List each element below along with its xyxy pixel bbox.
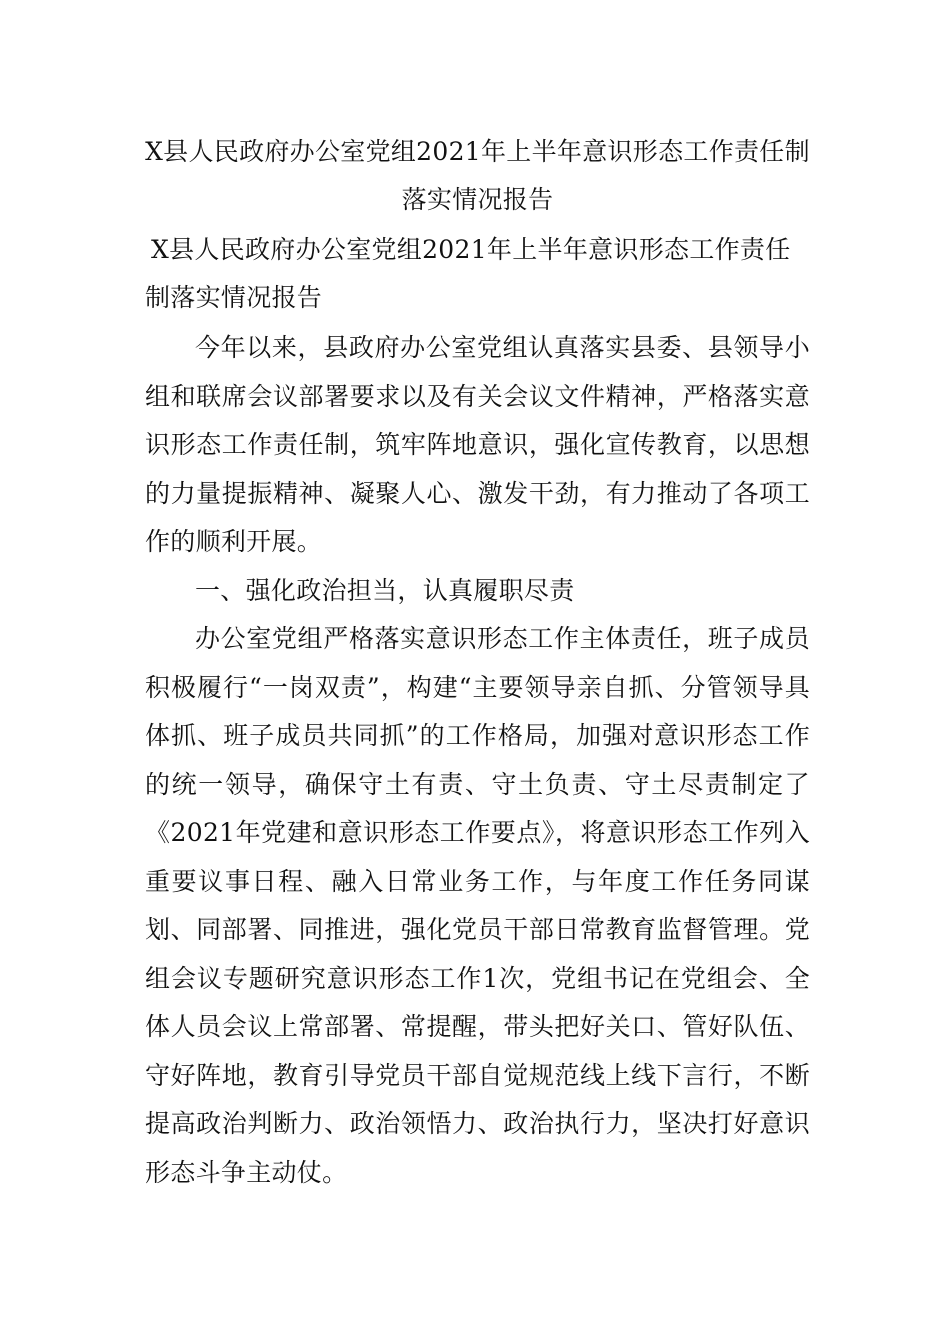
intro-paragraph: 今年以来，县政府办公室党组认真落实县委、县领导小组和联席会议部署要求以及有关会议文件精神，严格落实意识形态工作责任制，筑牢阵地意识，强化宣传教育，以思想的力量提振精神、凝聚人心、激发干劲，有力推动了各项工作的顺利开展。 (145, 333, 810, 556)
section-1-heading: 一、强化政治担当，认真履职尽责 (195, 575, 575, 605)
document-content (145, 128, 810, 1197)
section-1-paragraph: 办公室党组严格落实意识形态工作主体责任，班子成员积极履行“一岗双责”，构建“主要领导亲自抓、分管领导具体抓、班子成员共同抓”的工作格局，加强对意识形态工作的统一领导，确保守土有责、守土负责、守土尽责制定了《2021年党建和意识形态工作要点》，将意识形态工作列入重要议事日程、融入日常业务工作，与年度工作任务同谋划、同部署、同推进，强化党员干部日常教育监督管理。党组会议专题研究意识形态工作1次，党组书记在党组会、全体人员会议上常部署、常提醒，带头把好关口、管好队伍、守好阵地，教育引导党员干部自觉规范线上线下言行，不断提高政治判断力、政治领悟力、政治执行力，坚决打好意识形态斗争主动仗。 (145, 624, 810, 1187)
document-body (145, 324, 810, 1197)
document-title: X县人民政府办公室党组2021年上半年意识形态工作责任制落实情况报告 (145, 137, 810, 214)
document-subtitle: X县人民政府办公室党组2021年上半年意识形态工作责任制落实情况报告 (145, 235, 791, 312)
